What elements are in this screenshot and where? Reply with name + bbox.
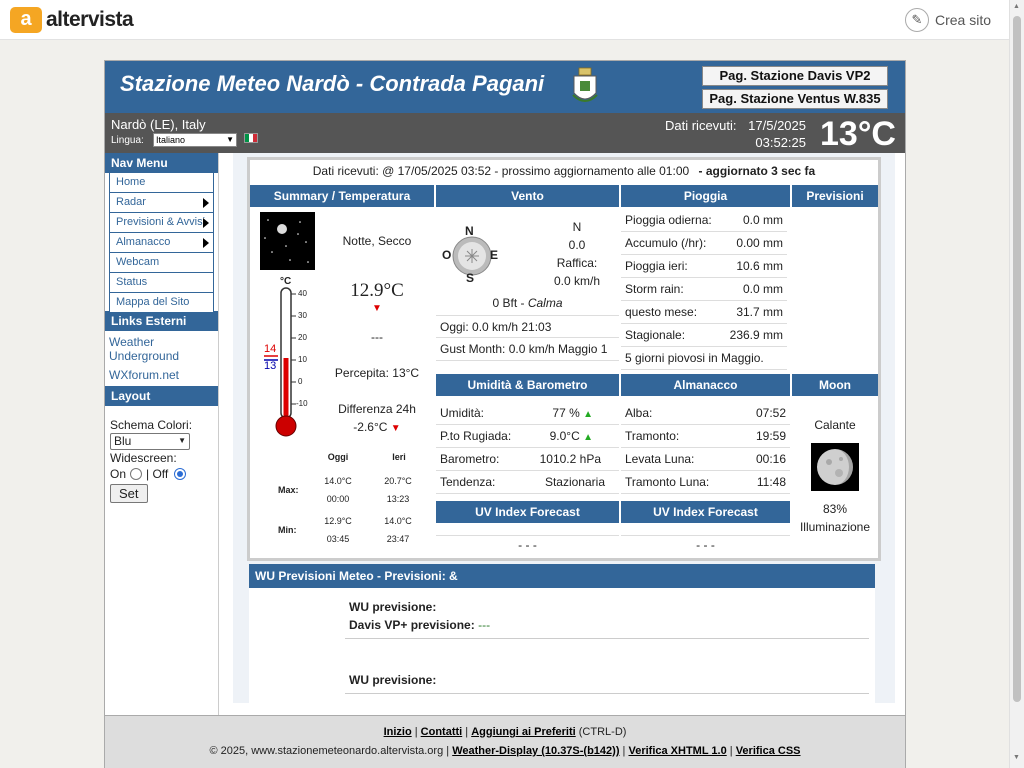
layout-title: Layout [105,386,218,406]
thermometer-icon [260,278,316,438]
wu-forecast-label-2: WU previsione: [349,673,437,687]
page-scrollbar[interactable] [1009,0,1024,768]
schema-value: Blu [114,434,132,448]
rain-value: 0.0 mm [742,282,783,296]
diff24h-label: Differenza 24h [338,402,416,416]
rainy-days-row [621,347,787,370]
weather-underground-link[interactable]: Weather Underground [109,335,180,363]
chevron-down-icon: ▼ [178,436,186,445]
nav-item-previsioni[interactable] [109,213,214,233]
summary-dashes: --- [371,330,383,344]
rain-value: 0.00 mm [736,236,783,250]
town-crest-icon [570,67,600,107]
received-time: 03:52:25 [755,135,806,150]
rain-row [621,278,787,301]
nav-item-radar[interactable] [109,193,214,213]
italy-flag-icon[interactable] [244,133,258,143]
data-received-text: Dati ricevuti: @ 17/05/2025 03:52 - prossimo aggiornamento alle 01:00 [312,164,690,178]
schema-label: Schema Colori: [110,418,193,432]
night-sky-icon [260,212,315,270]
max-ieri: 20.7°C [384,476,412,486]
nav-item-label: Home [116,176,146,188]
nav-item-webcam[interactable] [109,253,214,273]
nav-item-label: Almanacco [116,236,171,248]
footer-ctrl-hint: (CTRL-D) [578,726,627,738]
arrow-down-icon: ▼ [390,423,401,434]
weather-panel [247,157,881,561]
almanac-value: 19:59 [755,429,786,443]
footer-wd-link[interactable]: Weather-Display (10.37S-(b142)) [452,745,620,757]
nav-item-status[interactable] [109,273,214,293]
diff24h-value: -2.6°C [353,420,388,434]
rain-value: 236.9 mm [729,328,783,342]
davis-forecast-value: --- [478,618,491,632]
location-text: Nardò (LE), Italy [111,117,206,132]
pioggia-header: Pioggia [621,185,790,207]
thermo-scale-minus10: -10 [296,399,308,408]
rain-value: 31.7 mm [736,305,783,319]
rain-value: 10.6 mm [736,259,783,273]
almanac-value: 00:16 [755,452,786,466]
nav-item-label: Webcam [116,256,160,268]
received-date: 17/5/2025 [748,118,806,133]
left-nav [105,153,219,768]
barometer-value: 1010.2 hPa [539,452,601,466]
calm-label: Calma [527,296,563,310]
compass-o: O [442,248,452,262]
submenu-arrow-icon [203,218,209,228]
uv-value-2: - - - [621,535,790,552]
rain-value: 0.0 mm [742,213,783,227]
off-label: | Off [146,467,169,481]
altervista-logo-mark: a [10,7,42,33]
status-subbar [105,113,905,153]
thermo-scale-20: 20 [298,333,307,342]
wind-direction: N [572,220,582,234]
trend-value: Stazionaria [544,475,605,489]
rain-label: Stagionale: [625,328,686,342]
vento-header: Vento [436,185,619,207]
on-label: On [110,467,127,481]
nav-item-mappa[interactable] [109,293,214,313]
almanac-value: 07:52 [755,406,786,420]
schema-select[interactable] [110,433,190,450]
data-received-line [250,164,878,178]
arrow-up-icon: ▲ [583,432,593,443]
rain-label: Storm rain: [625,282,684,296]
nav-item-label: Radar [116,196,146,208]
perceived-temp: Percepita: 13°C [334,366,420,380]
davis-station-button[interactable]: Pag. Stazione Davis VP2 [702,66,888,86]
barometer-label: Barometro: [440,452,500,466]
scroll-down-arrow-icon[interactable]: ▼ [1013,754,1020,761]
crea-sito-button[interactable] [905,8,991,32]
humidity-label: Umidità: [440,406,485,420]
almanac-label: Tramonto: [625,429,680,443]
almanac-row [621,471,790,494]
nav-item-almanacco[interactable] [109,233,214,253]
language-value: Italiano [156,135,186,145]
altervista-logo[interactable] [10,7,133,33]
rain-label: Pioggia ieri: [625,259,688,273]
humidity-value: 77 % [552,406,580,420]
moon-header: Moon [792,374,878,396]
footer-css-link[interactable]: Verifica CSS [735,745,801,757]
dewpoint-value: 9.0°C [549,429,580,443]
wu-forecast-body [249,588,875,703]
max-ieri-time: 13:23 [386,494,410,504]
trend-label: Tendenza: [440,475,496,489]
thermo-max: 14 [264,343,277,355]
thermo-scale-0: 0 [298,377,303,386]
crea-sito-label: Crea sito [934,12,991,28]
altervista-logo-word: altervista [46,8,134,31]
min-label: Min: [278,525,297,535]
wind-oggi: Oggi: 0.0 km/h 21:03 [440,320,552,334]
max-oggi-time: 00:00 [326,494,350,504]
barometer-row [436,448,619,471]
widescreen-label: Widescreen: [110,451,177,465]
almanac-row [621,448,790,471]
nav-item-home[interactable] [109,173,214,193]
almanac-row [621,402,790,425]
page-container [104,60,906,768]
wu-forecast-label-1: WU previsione: [349,600,437,614]
footer-copyright: © 2025, www.stazionemeteonardo.altervista.org | [209,745,450,757]
trend-row [436,471,619,494]
uv-header-1: UV Index Forecast [436,501,619,523]
rain-row [621,324,787,347]
rainy-days: 5 giorni piovosi in Maggio. [625,351,764,365]
site-footer: Inizio | Contatti | Aggiungi ai Preferiti (CTRL-D) © 2025, www.stazionemeteonardo.altervista.org | Weather-Display (10.37S-(b142)) | Verifica XHTML 1.0 | Verifica CSS [105,715,905,768]
moon-phase: Calante [814,418,856,432]
rain-label: Pioggia odierna: [625,213,712,227]
rain-row [621,232,787,255]
thermo-scale-10: 10 [298,355,307,364]
submenu-arrow-icon [203,198,209,208]
gust-month: Gust Month: 0.0 km/h Maggio 1 [440,342,608,356]
condition-text: Notte, Secco [342,234,412,248]
nav-menu-title: Nav Menu [105,153,218,173]
language-select[interactable] [153,133,237,147]
compass-s: S [466,271,475,285]
widescreen-off-radio[interactable] [174,468,186,480]
footer-inizio-link[interactable]: Inizio [383,726,412,738]
submenu-arrow-icon [203,238,209,248]
humidity-row [436,402,619,425]
gust-month-row [436,338,619,361]
wu-forecast-header: WU Previsioni Meteo - Previsioni: & [249,564,875,588]
summary-header: Summary / Temperatura [250,185,434,207]
updated-text: - aggiornato 3 sec fa [698,164,816,178]
main-content [233,153,895,703]
almanac-label: Tramonto Luna: [625,475,710,489]
thermo-unit: °C [280,276,292,287]
min-oggi: 12.9°C [324,516,352,526]
thermo-scale-30: 30 [298,311,307,320]
moon-illum-label: Illuminazione [799,520,871,534]
min-ieri-time: 23:47 [386,534,410,544]
umidita-header: Umidità & Barometro [436,374,619,396]
previsioni-header: Previsioni [792,185,878,207]
thermo-min: 13 [264,360,277,372]
scrollbar-thumb[interactable] [1013,16,1021,702]
almanacco-header: Almanacco [621,374,790,396]
dewpoint-label: P.to Rugiada: [440,429,512,443]
davis-forecast-label: Davis VP+ previsione: [349,618,475,632]
rain-label: Accumulo (/hr): [625,236,707,250]
nav-item-label: Mappa del Sito [116,296,190,308]
nav-item-label: Previsioni & Avvisi [116,216,206,228]
gust-label: Raffica: [556,256,598,270]
rain-label: questo mese: [625,305,698,319]
min-oggi-time: 03:45 [326,534,350,544]
almanac-value: 11:48 [756,475,786,489]
almanac-row [621,425,790,448]
uv-value-1: - - - [436,535,619,552]
wxforum-link[interactable]: WXforum.net [109,368,180,382]
wind-speed: 0.0 [568,238,586,252]
wind-oggi-row [436,315,619,338]
dewpoint-row [436,425,619,448]
max-oggi: 14.0°C [324,476,352,486]
arrow-down-icon: ▼ [372,303,382,314]
widescreen-on-radio[interactable] [130,468,142,480]
rain-row [621,255,787,278]
site-header [105,61,905,113]
links-title: Links Esterni [105,311,218,331]
min-ieri: 14.0°C [384,516,412,526]
uv-header-2: UV Index Forecast [621,501,790,523]
almanac-label: Levata Luna: [625,452,695,466]
set-button[interactable]: Set [110,484,148,503]
col-oggi: Oggi [327,452,349,462]
max-label: Max: [278,485,299,495]
footer-contatti-link[interactable]: Contatti [420,726,463,738]
beaufort-value: 0 Bft - [492,296,525,310]
received-label: Dati ricevuti: [665,118,737,133]
rain-row [621,301,787,324]
almanac-label: Alba: [625,406,653,420]
footer-preferiti-link[interactable]: Aggiungi ai Preferiti [471,726,576,738]
chevron-down-icon: ▼ [226,135,234,144]
site-title: Stazione Meteo Nardò - Contrada Pagani [120,71,545,96]
col-ieri: Ieri [392,452,406,462]
moon-illum-pct: 83% [822,502,848,516]
moon-icon [811,443,859,491]
rain-row [621,209,787,232]
pencil-icon: ✎ [905,8,929,32]
temperature-big: 12.9°C [350,280,404,301]
gust-value: 0.0 km/h [553,274,601,288]
language-label: Lingua: [111,135,144,146]
thermo-scale-40: 40 [298,289,307,298]
altervista-topbar [0,0,1009,40]
ventus-station-button[interactable]: Pag. Stazione Ventus W.835 [702,89,888,109]
compass-e: E [490,248,499,262]
compass-n: N [465,224,474,238]
arrow-up-icon: ▲ [583,409,593,420]
nav-item-label: Status [116,276,148,288]
footer-xhtml-link[interactable]: Verifica XHTML 1.0 [628,745,727,757]
scroll-up-arrow-icon[interactable]: ▲ [1013,3,1020,10]
big-temperature: 13°C [820,115,896,153]
